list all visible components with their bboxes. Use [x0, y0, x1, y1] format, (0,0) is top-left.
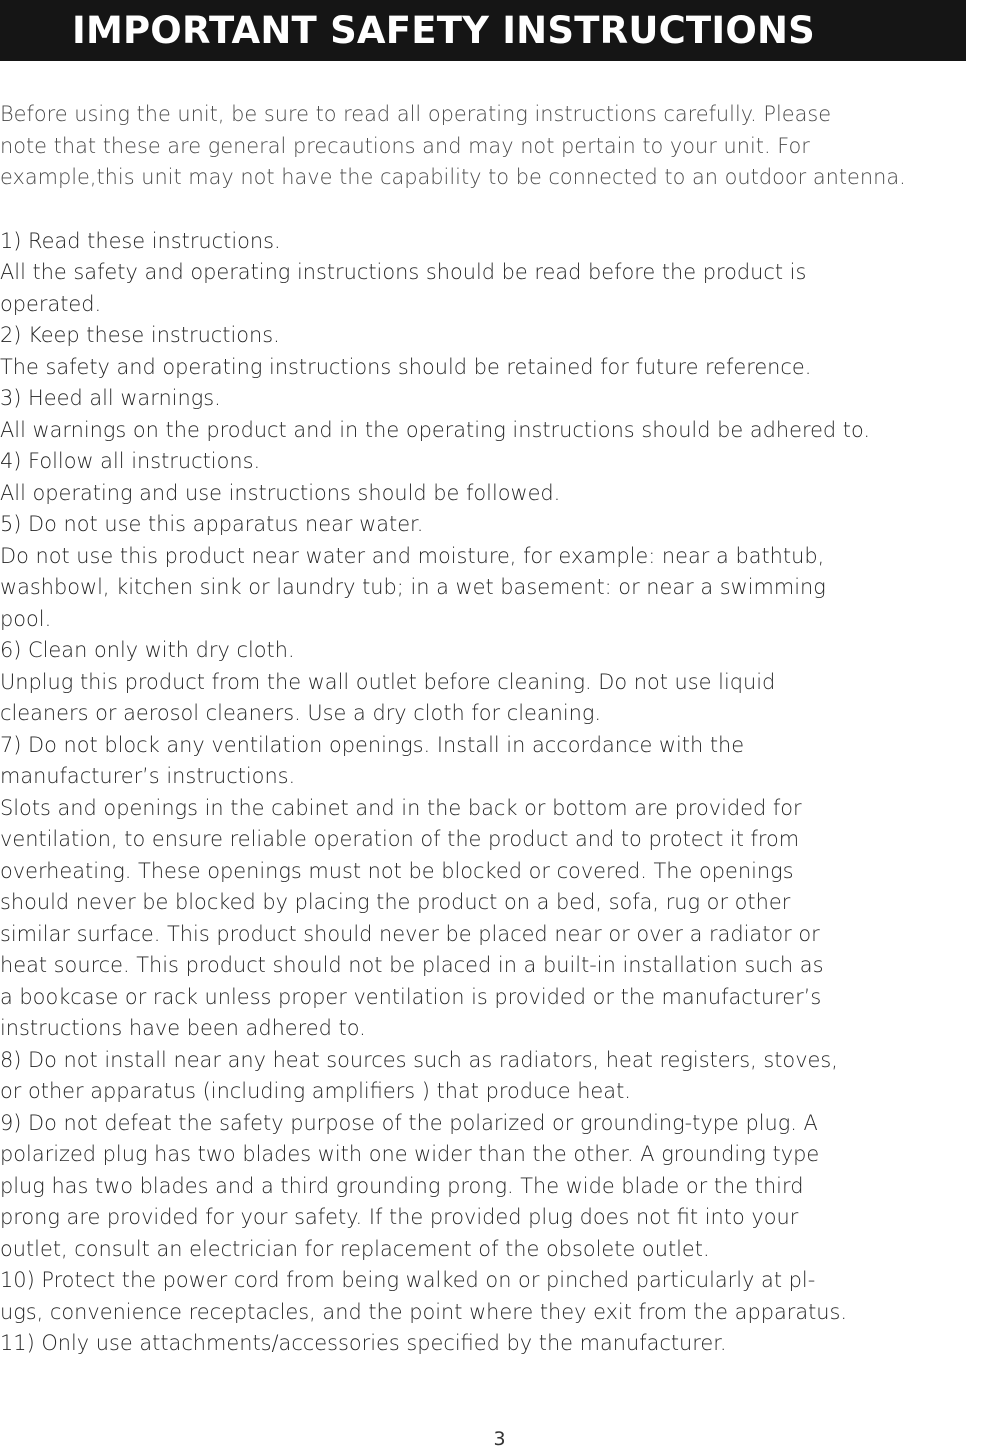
intro-paragraph: [0, 99, 999, 194]
page-number: 3: [493, 1428, 506, 1450]
instruction-text: should never be blocked by placing the product on a bed, sofa, rug or other: [0, 890, 791, 914]
instruction-text: operated.: [0, 291, 102, 316]
instruction-heading: 8) Do not install near any heat sources such as radiators, heat registers, stoves,: [0, 1047, 838, 1072]
page-title: IMPORTANT SAFETY INSTRUCTIONS: [72, 9, 815, 52]
instruction-heading: 6) Clean only with dry cloth.: [0, 638, 295, 662]
instruction-text: a bookcase or rack unless proper ventilation is provided or the manufacturer’s: [0, 984, 822, 1009]
instruction-heading: 4) Follow all instructions.: [0, 449, 261, 473]
instruction-text: outlet, consult an electrician for replacement of the obsolete outlet.: [0, 1236, 710, 1261]
instruction-heading: manufacturer’s instructions.: [0, 764, 296, 788]
instruction-heading: or other apparatus (including amplifiers ) that produce heat.: [0, 1079, 631, 1103]
intro-line: note that these are general precautions and may not pertain to your unit. For: [0, 133, 810, 158]
instruction-text: heat source. This product should not be placed in a built-in installation such as: [0, 953, 824, 977]
instruction-text: pool.: [0, 606, 52, 631]
instruction-heading: 1) Read these instructions.: [0, 228, 281, 253]
instruction-text: All the safety and operating instructions should be read before the product is: [0, 260, 807, 284]
instruction-text: Do not use this product near water and moisture, for example: near a bathtub,: [0, 543, 825, 568]
intro-line: Before using the unit, be sure to read all operating instructions carefully. Please: [0, 102, 832, 126]
instruction-text: plug has two blades and a third grounding prong. The wide blade or the third: [0, 1173, 804, 1198]
instruction-text: ventilation, to ensure reliable operation of the product and to protect it from: [0, 827, 800, 851]
title-banner: [0, 0, 966, 61]
instruction-heading: 9) Do not defeat the safety purpose of the polarized or grounding-type plug. A: [0, 1110, 818, 1135]
instruction-heading: 10) Protect the power cord from being walked on or pinched particularly at pl-: [0, 1268, 816, 1292]
instruction-text: polarized plug has two blades with one wider than the other. A grounding type: [0, 1142, 820, 1166]
instruction-text: cleaners or aerosol cleaners. Use a dry cloth for cleaning.: [0, 701, 602, 725]
paragraph-gap: [0, 194, 999, 226]
instruction-heading: 2) Keep these instructions.: [0, 323, 280, 347]
instruction-text: prong are provided for your safety. If the provided plug does not fit into your: [0, 1205, 799, 1229]
instruction-heading: ugs, convenience receptacles, and the point where they exit from the apparatus.: [0, 1299, 848, 1324]
instruction-heading: 11) Only use attachments/accessories specified by the manufacturer.: [0, 1331, 727, 1355]
instruction-text: washbowl, kitchen sink or laundry tub; in a wet basement: or near a swimming: [0, 575, 826, 599]
document-body: [0, 99, 999, 1360]
instruction-list: [0, 226, 999, 1360]
instruction-heading: 7) Do not block any ventilation openings. Install in accordance with the: [0, 732, 745, 757]
instruction-text: instructions have been adhered to.: [0, 1016, 366, 1040]
instruction-text: All warnings on the product and in the operating instructions should be adhered to.: [0, 417, 871, 442]
instruction-text: similar surface. This product should never be placed near or over a radiator or: [0, 921, 820, 946]
instruction-text: All operating and use instructions should be followed.: [0, 480, 561, 505]
instruction-text: Slots and openings in the cabinet and in the back or bottom are provided for: [0, 795, 802, 820]
instruction-text: Unplug this product from the wall outlet before cleaning. Do not use liquid: [0, 669, 776, 694]
instruction-text: The safety and operating instructions should be retained for future reference.: [0, 354, 812, 379]
intro-line: example,this unit may not have the capability to be connected to an outdoor antenna.: [0, 165, 906, 189]
instruction-heading: 3) Heed all warnings.: [0, 386, 221, 410]
instruction-text: overheating. These openings must not be blocked or covered. The openings: [0, 858, 794, 883]
instruction-heading: 5) Do not use this apparatus near water.: [0, 512, 424, 536]
